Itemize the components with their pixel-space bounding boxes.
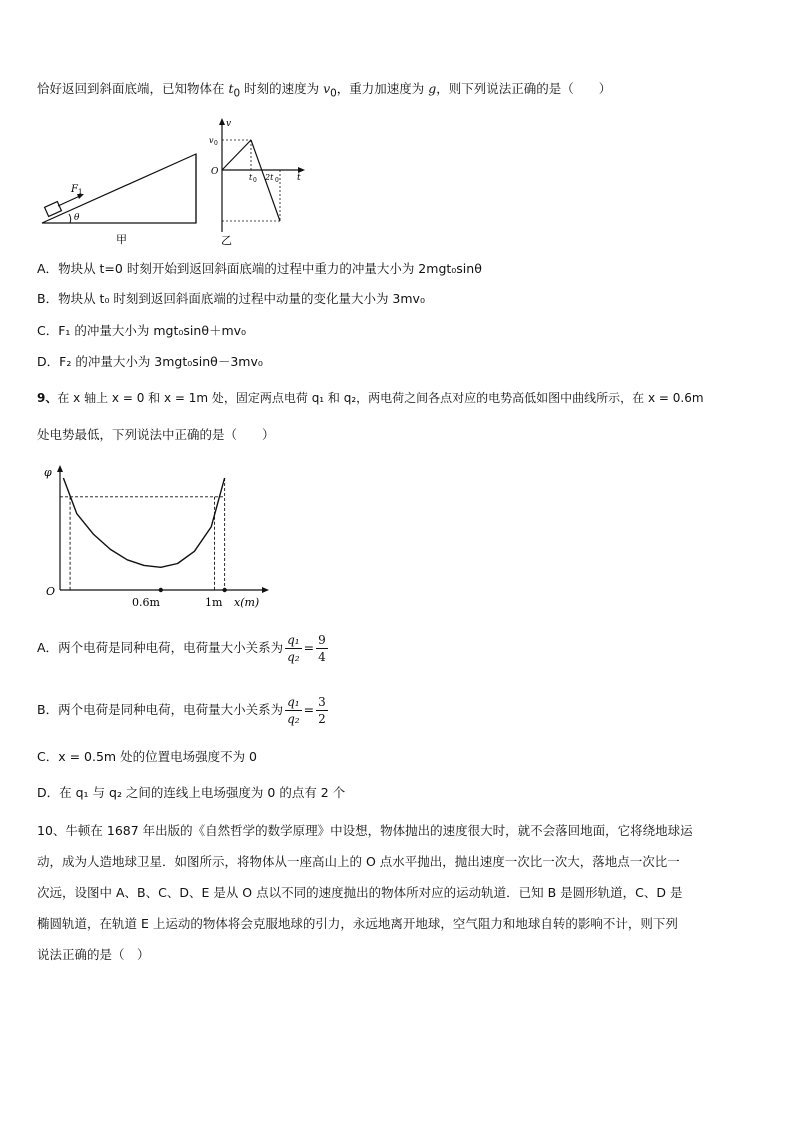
angle-label: θ [74,213,80,223]
t0-sub: 0 [233,87,241,100]
q8-option-a[interactable] [37,260,482,278]
value-den: 4 [318,650,326,664]
option-text: 物块从 t₀ 时刻到返回斜面底端的过程中动量的变化量大小为 3mv₀ [58,291,425,306]
v0-sub: 0 [330,87,337,100]
block [45,202,62,217]
v-axis-label: v [226,119,232,129]
potential-graph [38,462,278,612]
tick-label-1: 1m [205,596,223,609]
t-axis-label: t [297,173,301,183]
q9-option-b[interactable] [37,692,330,728]
fraction-den: q₂ [287,712,300,726]
v0-label: v [209,136,214,145]
force-sub: 1 [78,188,83,196]
caption-jia: 甲 [116,233,127,246]
q8-option-b[interactable] [37,290,425,308]
equals: = [303,702,315,717]
t0-tick-sub: 0 [253,177,257,184]
t0-symbol: t [228,81,234,96]
force-label: F [71,184,78,195]
intro-text: ，重力加速度为 [336,81,429,96]
figure-incline [38,148,208,248]
two-t0-tick: 2t [265,173,274,182]
v0-symbol: v [323,81,331,96]
option-label: C． [37,749,59,764]
option-label: A． [37,640,59,655]
question-number: 9、 [37,391,58,405]
ratio-value [316,632,328,665]
q9-text: 在 x 轴上 x = 0 和 x = 1m 处，固定两点电荷 q₁ 和 q₂，两电荷之间各点对应的电势高低如图中曲线所示，在 x = 0.6m [57,391,704,405]
tick-label-06: 0.6m [132,596,160,609]
accel-segment [222,140,251,170]
option-text: 两个电荷是同种电荷，电荷量大小关系为 [58,702,284,717]
ratio-fraction [285,694,302,727]
q8-option-c[interactable] [37,322,246,340]
intro-text: ，则下列说法正确的是（ ） [436,81,612,96]
figure-vt-graph [205,116,315,248]
value-den: 2 [318,712,326,726]
q9-option-c[interactable] [37,748,257,766]
equals: = [303,640,315,655]
caption-yi: 乙 [221,234,232,247]
option-text: 物块从 t=0 时刻开始到返回斜面底端的过程中重力的冲量大小为 2mgt₀sinθ [58,261,482,276]
value-num: 3 [318,695,326,709]
g-symbol: g [428,81,437,96]
option-text: F₁ 的冲量大小为 mgt₀sinθ＋mv₀ [58,323,247,338]
intro-text: 时刻的速度为 [240,81,324,96]
q9-stem-line1 [37,389,704,407]
option-label: B． [37,291,59,306]
option-label: D． [37,785,60,800]
x-axis-label: x(m) [234,596,260,609]
option-label: D． [37,354,60,369]
q9-option-d[interactable] [37,784,345,802]
intro-text: 恰好返回到斜面底端，已知物体在 [37,81,229,96]
option-label: A． [37,261,59,276]
incline-triangle [42,154,196,223]
tick-06 [159,588,163,592]
option-label: B． [37,702,59,717]
origin-label: O [46,585,56,598]
q10-line: 次远，设图中 A、B、C、D、E 是从 O 点以不同的速度抛出的物体所对应的运动轨道．已知 B 是圆形轨道，C、D 是 [37,885,683,900]
q10-line: 椭圆轨道，在轨道 E 上运动的物体将会克服地球的引力，永远地离开地球，空气阻力和地球自转的影响不计，则下列 [37,916,678,931]
fraction-num: q₁ [287,633,300,647]
potential-curve [63,478,224,567]
q10-line: 动，成为人造地球卫星．如图所示，将物体从一座高山上的 O 点水平抛出，抛出速度一次比一次大，落地点一次比一 [37,854,680,869]
value-num: 9 [318,633,326,647]
q10-line: 10、牛顿在 1687 年出版的《自然哲学的数学原理》中设想，物体抛出的速度很大时，就不会落回地面，它将绕地球运 [37,823,693,838]
fraction-num: q₁ [287,695,300,709]
q9-option-a[interactable] [37,630,330,666]
option-label: C． [37,323,59,338]
tick-1 [222,588,226,592]
fraction-den: q₂ [287,650,300,664]
origin-label: O [211,167,219,177]
q9-text: 处电势最低，下列说法中正确的是（ ） [37,427,275,442]
option-text: F₂ 的冲量大小为 3mgt₀sinθ－3mv₀ [59,354,263,369]
v0-sub: 0 [214,140,218,147]
option-text: 两个电荷是同种电荷，电荷量大小关系为 [58,640,284,655]
two-t0-tick-sub: 0 [275,177,279,184]
phi-axis-label: φ [44,466,52,479]
ratio-fraction [285,632,302,665]
q10-line: 说法正确的是（ ） [37,947,150,962]
option-text: 在 q₁ 与 q₂ 之间的连线上电场强度为 0 的点有 2 个 [59,785,346,800]
t0-tick: t [249,173,253,182]
ratio-value [316,694,328,727]
option-text: x = 0.5m 处的位置电场强度不为 0 [58,749,258,764]
q9-stem-line2 [37,426,275,444]
q8-intro [37,80,611,103]
q8-option-d[interactable] [37,353,263,371]
